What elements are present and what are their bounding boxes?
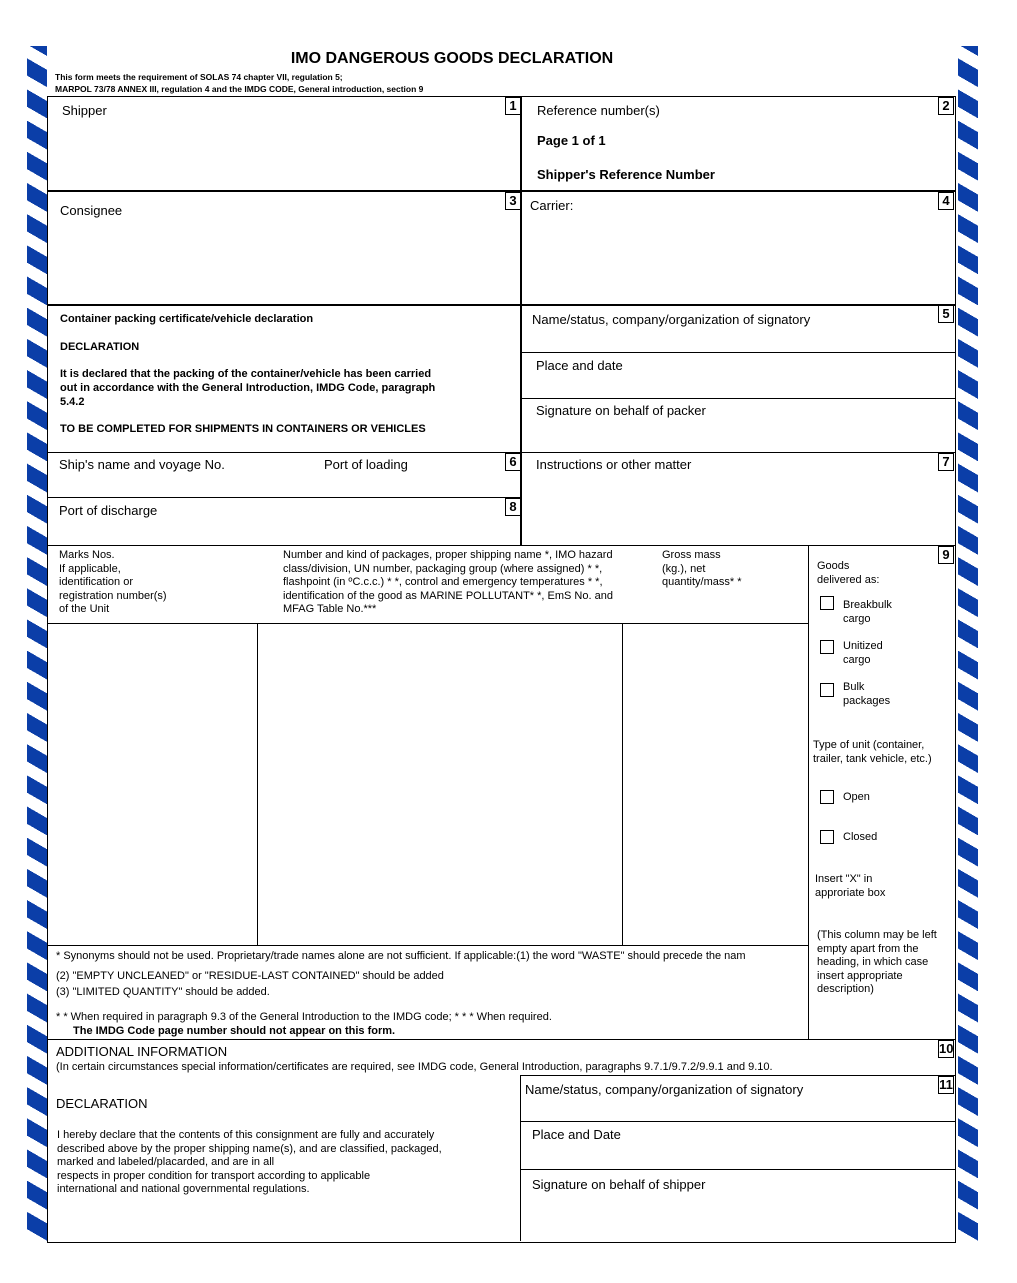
- ship-name-label: Ship's name and voyage No.: [59, 457, 225, 472]
- footnote-2: (2) "EMPTY UNCLEANED" or "RESIDUE-LAST CONTAINED" should be added: [56, 970, 444, 982]
- rule: [808, 545, 809, 1039]
- goods-delivered-label-line: delivered as:: [817, 573, 880, 586]
- box-number-7: 7: [938, 453, 954, 471]
- page-count: Page 1 of 1: [537, 133, 606, 148]
- packages-header-line: identification of the good as MARINE POLLUTANT* *, EmS No. and: [283, 589, 613, 602]
- breakbulk-checkbox[interactable]: [820, 596, 834, 610]
- unitized-checkbox[interactable]: [820, 640, 834, 654]
- column-note-line: empty apart from the: [817, 942, 919, 955]
- additional-info-label: ADDITIONAL INFORMATION: [56, 1044, 228, 1059]
- packages-header-line: flashpoint (in ºC.c.c.) * *, control and emergency temperatures * *,: [283, 576, 603, 588]
- marks-header-line: Marks Nos.: [59, 549, 115, 561]
- rule: [47, 623, 809, 624]
- shipper-signature-field[interactable]: [525, 1195, 950, 1237]
- insert-x-note: [815, 873, 885, 900]
- goods-delivered-label-line: Goods: [817, 560, 850, 572]
- form-title: IMO DANGEROUS GOODS DECLARATION: [290, 50, 614, 67]
- marks-header-line: of the Unit: [59, 603, 110, 615]
- shipper-declaration-line: described above by the proper shipping name(s), and are classified, packaged,: [57, 1142, 442, 1155]
- shipper-reference-label: Shipper's Reference Number: [537, 167, 715, 182]
- gross-mass-header-line: quantity/mass* *: [662, 576, 742, 588]
- insert-x-note-line: approriate box: [815, 886, 886, 899]
- additional-info-note: (In certain circumstances special information/certificates are required, see IMDG code, General Introduction, paragraphs 9.7.1/9.7.2/9.9.1 and 9.10.: [56, 1061, 773, 1073]
- shipper-name-status-label: Name/status, company/organization of signatory: [525, 1082, 804, 1097]
- rule: [521, 1169, 955, 1170]
- packer-place-date-label: Place and date: [536, 358, 623, 373]
- bulk-label: [843, 681, 890, 708]
- consignee-label: Consignee: [60, 203, 123, 218]
- box-number-10: 10: [939, 1041, 954, 1056]
- gross-mass-header-line: Gross mass: [662, 549, 721, 561]
- packing-declaration-heading: DECLARATION: [60, 341, 140, 353]
- rule: [521, 398, 955, 399]
- right-hazard-stripe: [958, 46, 978, 1243]
- box-number-3: 3: [505, 192, 521, 210]
- ship-voyage-field[interactable]: [50, 474, 500, 494]
- column-note: [817, 929, 937, 997]
- column-note-line: description): [817, 983, 874, 995]
- gross-mass-header-line: (kg.), net: [662, 562, 706, 575]
- packages-header-line: Number and kind of packages, proper shipping name *, IMO hazard: [283, 549, 613, 561]
- footnote-1: * Synonyms should not be used. Proprietary/trade names alone are not sufficient. If applicable:(1) the word "WASTE" should precede the nam: [56, 950, 746, 962]
- rule: [521, 1121, 955, 1122]
- column-note-line: (This column may be left: [817, 929, 937, 941]
- column-note-line: heading, in which case: [817, 956, 929, 968]
- shipper-place-date-label: Place and Date: [532, 1127, 621, 1142]
- rule: [47, 190, 956, 192]
- box-number-6: 6: [505, 453, 521, 471]
- rule: [520, 1075, 521, 1241]
- rule: [47, 497, 521, 498]
- unit-type-label-line: Type of unit (container,: [813, 739, 925, 751]
- packages-header-line: class/division, UN number, packaging group (where assigned) * *,: [283, 562, 603, 575]
- packer-place-date-field[interactable]: [525, 375, 950, 395]
- rule: [521, 1075, 955, 1076]
- box-number-11: 11: [939, 1077, 953, 1092]
- left-hazard-stripe: [27, 46, 47, 1243]
- shipper-field[interactable]: [50, 120, 500, 186]
- open-checkbox[interactable]: [820, 790, 834, 804]
- rule: [622, 623, 623, 945]
- marks-header-line: identification or: [59, 576, 133, 588]
- marks-header: [59, 549, 167, 617]
- packing-text-line2: out in accordance with the General Introduction, IMDG Code, paragraph: [60, 382, 436, 394]
- port-loading-label: Port of loading: [324, 457, 408, 472]
- shipper-declaration-line: international and national governmental regulations.: [57, 1183, 310, 1195]
- box-number-5: 5: [938, 305, 954, 323]
- box-number-1: 1: [505, 97, 521, 115]
- rule: [47, 1039, 955, 1040]
- footnote-3: (3) "LIMITED QUANTITY" should be added.: [56, 986, 270, 998]
- unitized-label: [843, 640, 883, 667]
- gross-mass-cell[interactable]: [625, 627, 805, 942]
- column-note-line: insert appropriate: [817, 969, 903, 982]
- breakbulk-label-line: cargo: [843, 612, 871, 625]
- shipper-declaration-text: [57, 1129, 442, 1197]
- marks-cell[interactable]: [50, 627, 254, 942]
- unitized-label-line: Unitized: [843, 640, 883, 652]
- box-number-4: 4: [938, 192, 954, 210]
- shipper-name-status-field[interactable]: [525, 1100, 950, 1118]
- packer-signature-field[interactable]: [525, 420, 950, 448]
- breakbulk-label-line: Breakbulk: [843, 599, 892, 611]
- packages-cell[interactable]: [260, 627, 619, 942]
- shipper-declaration-line: respects in proper condition for transport according to applicable: [57, 1169, 371, 1182]
- consignee-field[interactable]: [50, 222, 515, 300]
- rule: [47, 945, 809, 946]
- box-number-8: 8: [505, 498, 521, 516]
- marks-header-line: registration number(s): [59, 589, 167, 602]
- bulk-label-line: Bulk: [843, 681, 865, 693]
- footnote-4: * * When required in paragraph 9.3 of the General Introduction to the IMDG code; * * * When required.: [56, 1011, 552, 1023]
- shipper-label: Shipper: [62, 103, 107, 118]
- packages-header-line: MFAG Table No.***: [283, 603, 377, 615]
- shipper-declaration-line: I hereby declare that the contents of this consignment are fully and accurately: [57, 1129, 435, 1141]
- box-number-2: 2: [938, 97, 954, 115]
- goods-delivered-label: [817, 560, 879, 587]
- reference-label: Reference number(s): [537, 103, 660, 118]
- form-subtitle-line1: This form meets the requirement of SOLAS 74 chapter VII, regulation 5;: [55, 72, 343, 82]
- shipper-declaration-heading: DECLARATION: [56, 1096, 148, 1111]
- bulk-checkbox[interactable]: [820, 683, 834, 697]
- rule: [47, 545, 955, 546]
- insert-x-note-line: Insert "X" in: [815, 873, 873, 885]
- packages-header: [283, 549, 613, 617]
- marks-header-line: If applicable,: [59, 562, 121, 575]
- rule: [521, 352, 955, 353]
- packer-name-status-field[interactable]: [525, 330, 950, 350]
- packing-text-line3: 5.4.2: [60, 396, 85, 408]
- footnote-5: The IMDG Code page number should not appear on this form.: [73, 1025, 396, 1037]
- rule: [520, 96, 522, 546]
- rule: [47, 304, 956, 306]
- shipper-declaration-line: marked and labeled/placarded, and are in all: [57, 1156, 275, 1168]
- packing-note: TO BE COMPLETED FOR SHIPMENTS IN CONTAINERS OR VEHICLES: [60, 423, 426, 435]
- open-label: Open: [843, 791, 870, 803]
- unit-type-label: [813, 739, 932, 766]
- shipper-signature-label: Signature on behalf of shipper: [532, 1177, 706, 1192]
- instructions-field[interactable]: [525, 475, 950, 541]
- gross-mass-header: [662, 549, 741, 590]
- form-subtitle-line2: MARPOL 73/78 ANNEX III, regulation 4 and the IMDG CODE, General introduction, section 9: [55, 84, 424, 94]
- closed-checkbox[interactable]: [820, 830, 834, 844]
- port-discharge-field[interactable]: [50, 520, 500, 542]
- carrier-field[interactable]: [525, 216, 950, 300]
- rule: [257, 623, 258, 945]
- packing-heading: Container packing certificate/vehicle declaration: [60, 313, 314, 325]
- carrier-label: Carrier:: [530, 198, 574, 213]
- port-discharge-label: Port of discharge: [59, 503, 158, 518]
- packer-name-status-label: Name/status, company/organization of signatory: [532, 312, 811, 327]
- box-number-9: 9: [938, 546, 954, 564]
- unit-type-label-line: trailer, tank vehicle, etc.): [813, 752, 932, 765]
- closed-label: Closed: [843, 831, 878, 843]
- unitized-label-line: cargo: [843, 653, 871, 666]
- breakbulk-label: [843, 599, 892, 626]
- bulk-label-line: packages: [843, 694, 891, 707]
- packer-signature-label: Signature on behalf of packer: [536, 403, 706, 418]
- shipper-place-date-field[interactable]: [525, 1145, 950, 1165]
- rule: [47, 452, 955, 453]
- instructions-label: Instructions or other matter: [536, 457, 692, 472]
- packing-text-line1: It is declared that the packing of the container/vehicle has been carried: [60, 368, 432, 380]
